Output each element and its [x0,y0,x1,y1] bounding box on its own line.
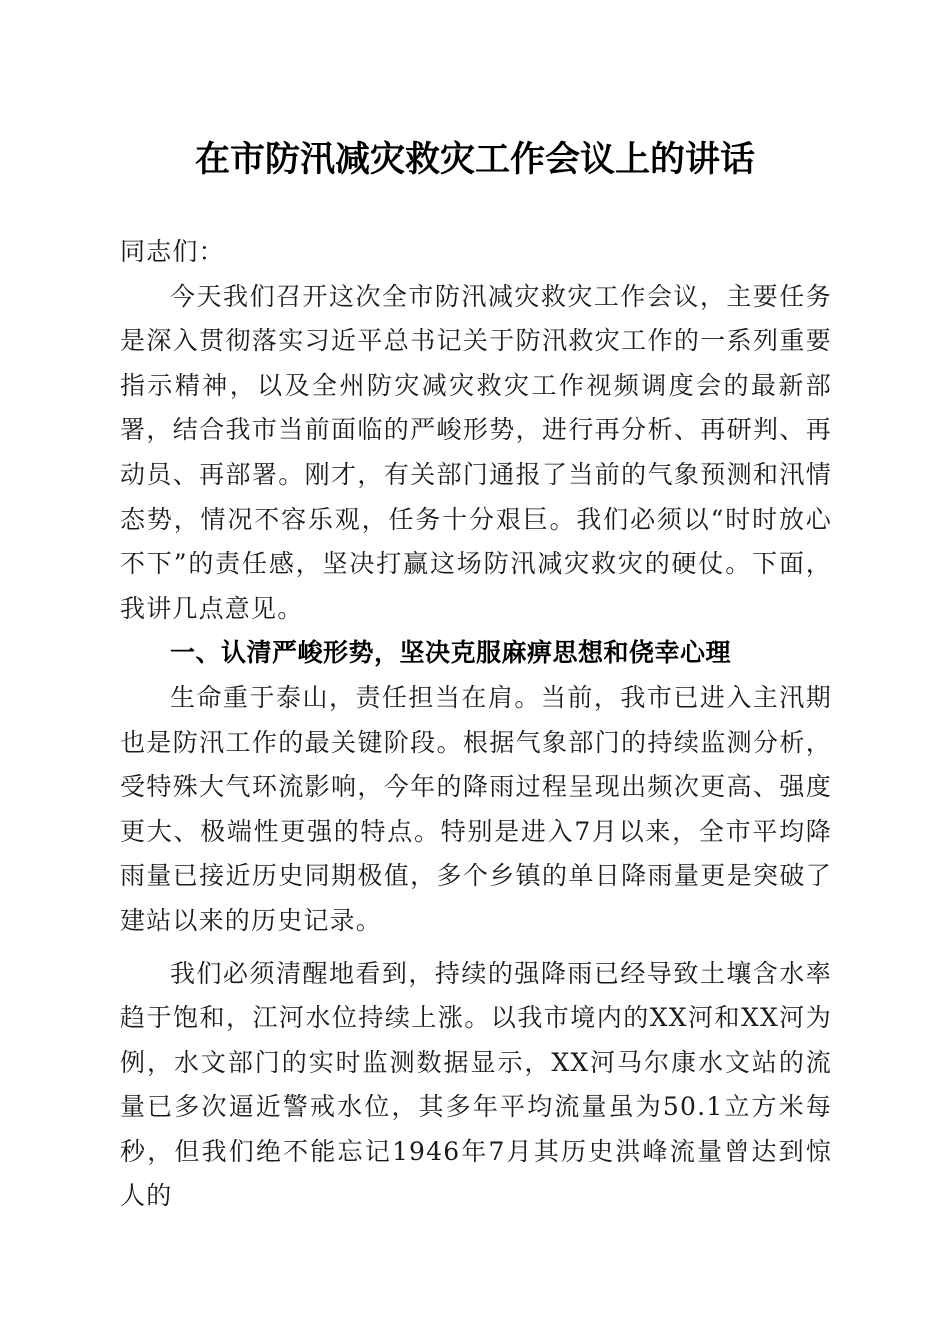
document-title: 在市防汛减灾救灾工作会议上的讲话 [194,139,755,180]
document-body [120,230,832,1219]
paragraph-hydrology: 我们必须清醒地看到，持续的强降雨已经导致土壤含水率趋于饱和，江河水位持续上涨。以我市境内的XX河和XX河为例，水文部门的实时监测数据显示，XX河马尔康水文站的流量已多次逼近警戒水位，其多年平均流量虽为50.1立方米每秒，但我们绝不能忘记1946年7月其历史洪峰流量曾达到惊人的 [120,958,832,1211]
paragraph-opening: 今天我们召开这次全市防汛减灾救灾工作会议，主要任务是深入贯彻落实习近平总书记关于防汛救灾工作的一系列重要指示精神，以及全州防灾减灾救灾工作视频调度会的最新部署，结合我市当前面临的严峻形势，进行再分析、再研判、再动员、再部署。刚才，有关部门通报了当前的气象预测和汛情态势，情况不容乐观，任务十分艰巨。我们必须以“时时放心不下”的责任感，坚决打赢这场防汛减灾救灾的硬仗。下面，我讲几点意见。 [120,281,832,623]
paragraph-situation: 生命重于泰山，责任担当在肩。当前，我市已进入主汛期也是防汛工作的最关键阶段。根据气象部门的持续监测分析，受特殊大气环流影响，今年的降雨过程呈现出频次更高、强度更大、极端性更强的特点。特别是进入7月以来，全市平均降雨量已接近历史同期极值，多个乡镇的单日降雨量更是突破了建站以来的历史记录。 [120,682,832,935]
greeting: 同志们： [120,237,225,266]
section-heading-1: 一、认清严峻形势，坚决克服麻痹思想和侥幸心理 [170,638,732,668]
